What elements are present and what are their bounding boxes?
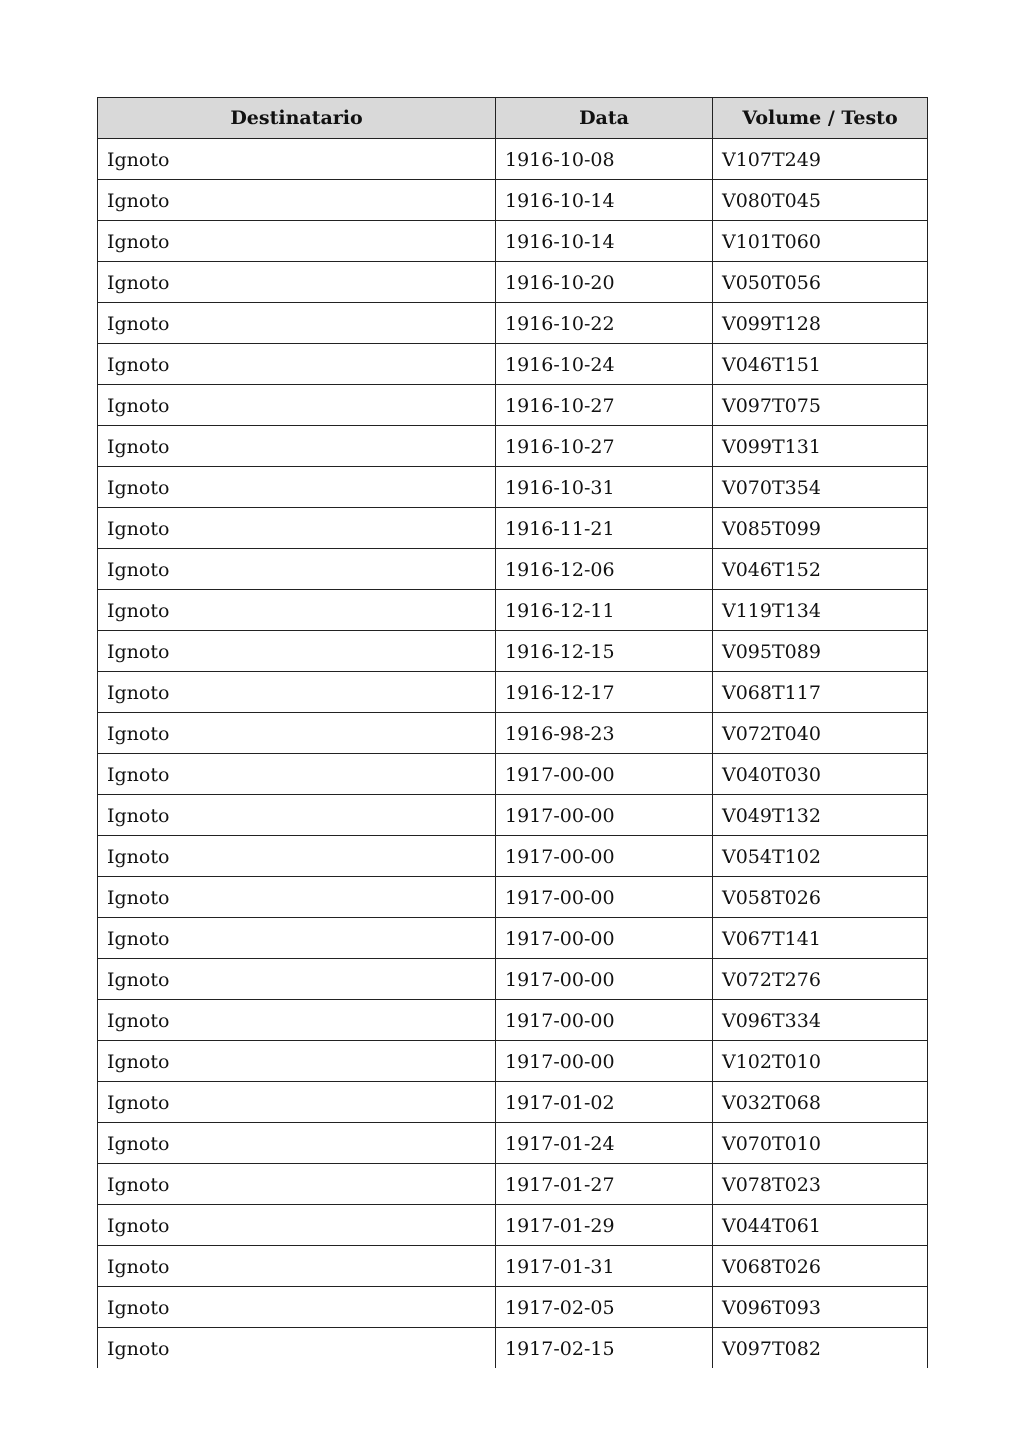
data-cell: 1917-00-00: [496, 1000, 713, 1041]
destinatario-cell: Ignoto: [98, 1246, 496, 1287]
table-row: [98, 1205, 928, 1246]
table-row: [98, 877, 928, 918]
table-row: [98, 1123, 928, 1164]
destinatario-cell: Ignoto: [98, 508, 496, 549]
destinatario-cell: Ignoto: [98, 303, 496, 344]
data-cell: 1917-02-15: [496, 1328, 713, 1369]
data-cell: 1916-10-20: [496, 262, 713, 303]
volume-testo-cell: V067T141: [713, 918, 928, 959]
data-cell: 1917-01-27: [496, 1164, 713, 1205]
table-row: [98, 1082, 928, 1123]
table-row: [98, 303, 928, 344]
volume-testo-cell: V070T354: [713, 467, 928, 508]
destinatario-cell: Ignoto: [98, 1000, 496, 1041]
table-row: [98, 180, 928, 221]
volume-testo-cell: V068T117: [713, 672, 928, 713]
header-data: Data: [496, 98, 713, 139]
table-header: [98, 98, 928, 139]
data-cell: 1916-10-22: [496, 303, 713, 344]
volume-testo-cell: V050T056: [713, 262, 928, 303]
data-cell: 1916-10-14: [496, 180, 713, 221]
table-row: [98, 1164, 928, 1205]
letters-table: [97, 97, 928, 1368]
destinatario-cell: Ignoto: [98, 1164, 496, 1205]
data-cell: 1917-00-00: [496, 877, 713, 918]
table-row: [98, 467, 928, 508]
volume-testo-cell: V078T023: [713, 1164, 928, 1205]
destinatario-cell: Ignoto: [98, 590, 496, 631]
volume-testo-cell: V072T276: [713, 959, 928, 1000]
volume-testo-cell: V096T334: [713, 1000, 928, 1041]
volume-testo-cell: V046T152: [713, 549, 928, 590]
table-row: [98, 1246, 928, 1287]
table-row: [98, 508, 928, 549]
volume-testo-cell: V072T040: [713, 713, 928, 754]
data-cell: 1916-10-14: [496, 221, 713, 262]
data-cell: 1917-00-00: [496, 959, 713, 1000]
volume-testo-cell: V107T249: [713, 139, 928, 180]
destinatario-cell: Ignoto: [98, 221, 496, 262]
volume-testo-cell: V040T030: [713, 754, 928, 795]
destinatario-cell: Ignoto: [98, 1082, 496, 1123]
table-row: [98, 590, 928, 631]
volume-testo-cell: V058T026: [713, 877, 928, 918]
table-row: [98, 631, 928, 672]
destinatario-cell: Ignoto: [98, 836, 496, 877]
table-row: [98, 385, 928, 426]
destinatario-cell: Ignoto: [98, 344, 496, 385]
data-cell: 1916-12-11: [496, 590, 713, 631]
volume-testo-cell: V101T060: [713, 221, 928, 262]
table-row: [98, 1000, 928, 1041]
volume-testo-cell: V096T093: [713, 1287, 928, 1328]
destinatario-cell: Ignoto: [98, 1123, 496, 1164]
volume-testo-cell: V097T082: [713, 1328, 928, 1369]
volume-testo-cell: V068T026: [713, 1246, 928, 1287]
table-row: [98, 754, 928, 795]
destinatario-cell: Ignoto: [98, 959, 496, 1000]
data-cell: 1916-10-27: [496, 385, 713, 426]
header-destinatario: Destinatario: [98, 98, 496, 139]
table-row: [98, 672, 928, 713]
table-row: [98, 713, 928, 754]
data-cell: 1916-12-06: [496, 549, 713, 590]
table-row: [98, 1041, 928, 1082]
volume-testo-cell: V099T131: [713, 426, 928, 467]
table-row: [98, 549, 928, 590]
table-row: [98, 918, 928, 959]
destinatario-cell: Ignoto: [98, 713, 496, 754]
destinatario-cell: Ignoto: [98, 262, 496, 303]
destinatario-cell: Ignoto: [98, 877, 496, 918]
volume-testo-cell: V095T089: [713, 631, 928, 672]
destinatario-cell: Ignoto: [98, 1205, 496, 1246]
table-row: [98, 426, 928, 467]
volume-testo-cell: V070T010: [713, 1123, 928, 1164]
document-page: [97, 97, 927, 1368]
volume-testo-cell: V097T075: [713, 385, 928, 426]
volume-testo-cell: V102T010: [713, 1041, 928, 1082]
volume-testo-cell: V046T151: [713, 344, 928, 385]
table-row: [98, 795, 928, 836]
destinatario-cell: Ignoto: [98, 180, 496, 221]
data-cell: 1916-12-15: [496, 631, 713, 672]
table-row: [98, 221, 928, 262]
volume-testo-cell: V049T132: [713, 795, 928, 836]
data-cell: 1916-10-24: [496, 344, 713, 385]
volume-testo-cell: V099T128: [713, 303, 928, 344]
destinatario-cell: Ignoto: [98, 549, 496, 590]
table-row: [98, 344, 928, 385]
destinatario-cell: Ignoto: [98, 467, 496, 508]
data-cell: 1917-01-02: [496, 1082, 713, 1123]
data-cell: 1916-11-21: [496, 508, 713, 549]
destinatario-cell: Ignoto: [98, 1041, 496, 1082]
destinatario-cell: Ignoto: [98, 672, 496, 713]
data-cell: 1917-01-31: [496, 1246, 713, 1287]
destinatario-cell: Ignoto: [98, 795, 496, 836]
destinatario-cell: Ignoto: [98, 385, 496, 426]
table-row: [98, 959, 928, 1000]
volume-testo-cell: V119T134: [713, 590, 928, 631]
data-cell: 1917-00-00: [496, 1041, 713, 1082]
data-cell: 1916-12-17: [496, 672, 713, 713]
table-row: [98, 836, 928, 877]
destinatario-cell: Ignoto: [98, 1287, 496, 1328]
destinatario-cell: Ignoto: [98, 918, 496, 959]
volume-testo-cell: V080T045: [713, 180, 928, 221]
data-cell: 1917-01-29: [496, 1205, 713, 1246]
table-row: [98, 1328, 928, 1369]
destinatario-cell: Ignoto: [98, 754, 496, 795]
destinatario-cell: Ignoto: [98, 1328, 496, 1369]
volume-testo-cell: V044T061: [713, 1205, 928, 1246]
destinatario-cell: Ignoto: [98, 139, 496, 180]
data-cell: 1917-00-00: [496, 918, 713, 959]
table-row: [98, 262, 928, 303]
table-body: [98, 139, 928, 1369]
volume-testo-cell: V085T099: [713, 508, 928, 549]
data-cell: 1917-00-00: [496, 836, 713, 877]
table-row: [98, 1287, 928, 1328]
data-cell: 1917-00-00: [496, 754, 713, 795]
destinatario-cell: Ignoto: [98, 631, 496, 672]
data-cell: 1917-00-00: [496, 795, 713, 836]
header-volume-testo: Volume / Testo: [713, 98, 928, 139]
data-cell: 1916-98-23: [496, 713, 713, 754]
data-cell: 1916-10-08: [496, 139, 713, 180]
data-cell: 1917-01-24: [496, 1123, 713, 1164]
data-cell: 1917-02-05: [496, 1287, 713, 1328]
data-cell: 1916-10-27: [496, 426, 713, 467]
volume-testo-cell: V032T068: [713, 1082, 928, 1123]
data-cell: 1916-10-31: [496, 467, 713, 508]
destinatario-cell: Ignoto: [98, 426, 496, 467]
volume-testo-cell: V054T102: [713, 836, 928, 877]
table-row: [98, 139, 928, 180]
header-row: [98, 98, 928, 139]
